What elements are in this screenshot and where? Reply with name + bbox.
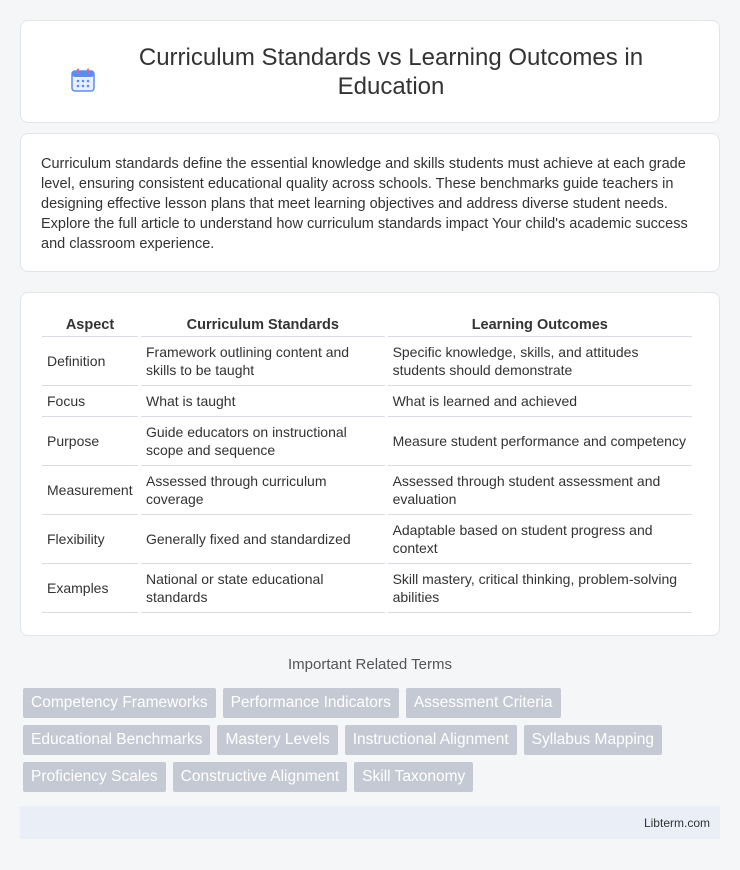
row-aspect: Purpose <box>42 417 138 466</box>
table-row <box>42 337 692 386</box>
table-header-row <box>42 311 692 337</box>
row-learning-outcomes: Measure student performance and competency <box>388 417 692 466</box>
comparison-table <box>39 311 695 613</box>
intro-card <box>20 133 720 272</box>
tag-row <box>23 688 723 718</box>
title-card <box>20 20 720 123</box>
row-learning-outcomes: Skill mastery, critical thinking, problem-solving abilities <box>388 564 692 613</box>
row-aspect: Flexibility <box>42 515 138 564</box>
tag-instructional-alignment[interactable]: Instructional Alignment <box>345 725 517 755</box>
table-row <box>42 417 692 466</box>
footer-site-link[interactable]: Libterm.com <box>643 815 710 830</box>
row-curriculum-standards: Assessed through curriculum coverage <box>141 466 385 515</box>
row-curriculum-standards: What is taught <box>141 386 385 417</box>
table-row <box>42 515 692 564</box>
row-aspect: Definition <box>42 337 138 386</box>
row-curriculum-standards: Framework outlining content and skills to be taught <box>141 337 385 386</box>
row-learning-outcomes: Specific knowledge, skills, and attitudes students should demonstrate <box>388 337 692 386</box>
tag-performance-indicators[interactable]: Performance Indicators <box>223 688 399 718</box>
header-curriculum-standards: Curriculum Standards <box>141 311 385 337</box>
tag-constructive-alignment[interactable]: Constructive Alignment <box>173 762 348 792</box>
intro-text: Curriculum standards define the essential knowledge and skills students must achieve at each grade level, ensuring consistent educational quality across schools. These benchmarks guide teachers in designing effective lesson plans that meet learning objectives and address diverse student needs. Explore the full article to understand how curriculum standards impact Your child's academic success and classroom experience. <box>41 156 688 252</box>
title-wrap <box>70 43 670 101</box>
tag-row <box>23 725 723 755</box>
tag-educational-benchmarks[interactable]: Educational Benchmarks <box>23 725 210 755</box>
calendar-icon <box>70 67 96 93</box>
tag-proficiency-scales[interactable]: Proficiency Scales <box>23 762 166 792</box>
header-aspect: Aspect <box>42 311 138 337</box>
comparison-card <box>20 292 720 636</box>
table-row <box>42 564 692 613</box>
header-learning-outcomes: Learning Outcomes <box>388 311 692 337</box>
row-curriculum-standards: Guide educators on instructional scope and sequence <box>141 417 385 466</box>
tag-mastery-levels[interactable]: Mastery Levels <box>217 725 337 755</box>
row-aspect: Measurement <box>42 466 138 515</box>
row-learning-outcomes: Adaptable based on student progress and context <box>388 515 692 564</box>
tag-syllabus-mapping[interactable]: Syllabus Mapping <box>524 725 662 755</box>
related-terms-heading: Important Related Terms <box>288 656 452 673</box>
page-title: Curriculum Standards vs Learning Outcomes in Education <box>138 43 644 100</box>
tag-row <box>23 762 723 792</box>
row-curriculum-standards: National or state educational standards <box>141 564 385 613</box>
related-terms-list <box>23 688 723 799</box>
row-aspect: Focus <box>42 386 138 417</box>
tag-competency-frameworks[interactable]: Competency Frameworks <box>23 688 216 718</box>
footer <box>20 806 720 839</box>
tag-skill-taxonomy[interactable]: Skill Taxonomy <box>354 762 473 792</box>
table-row <box>42 386 692 417</box>
row-learning-outcomes: What is learned and achieved <box>388 386 692 417</box>
tag-assessment-criteria[interactable]: Assessment Criteria <box>406 688 561 718</box>
row-learning-outcomes: Assessed through student assessment and evaluation <box>388 466 692 515</box>
row-aspect: Examples <box>42 564 138 613</box>
table-row <box>42 466 692 515</box>
row-curriculum-standards: Generally fixed and standardized <box>141 515 385 564</box>
